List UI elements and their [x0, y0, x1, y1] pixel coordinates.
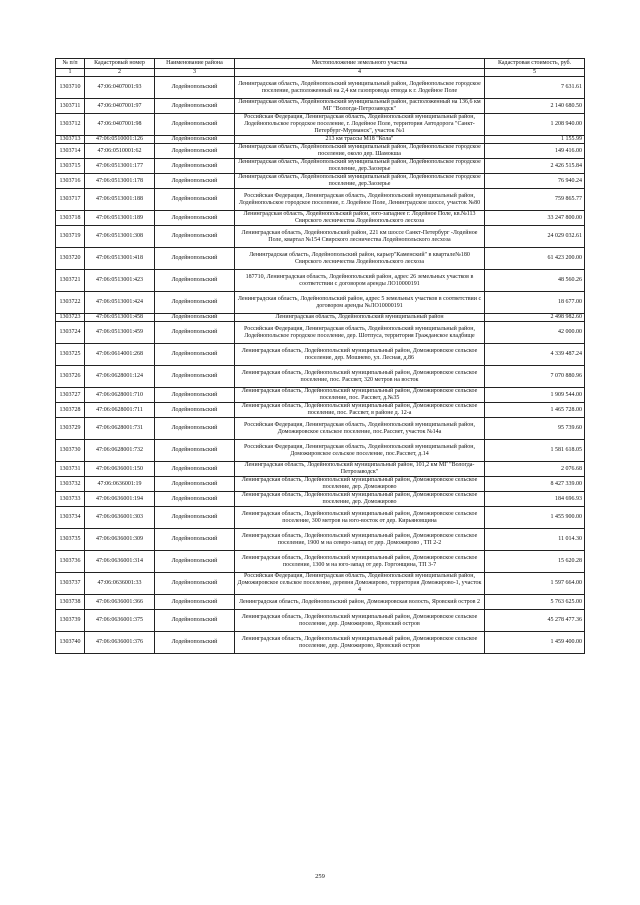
cadastral-number: 47:06:0614001:268	[85, 344, 155, 366]
district-name: Лодейнопольский	[155, 610, 235, 632]
district-name: Лодейнопольский	[155, 99, 235, 114]
row-number: 1303735	[56, 529, 85, 551]
location: Ленинградская область, Лодейнопольский муниципальный район	[235, 314, 485, 322]
row-number: 1303712	[56, 114, 85, 136]
row-number: 1303724	[56, 322, 85, 344]
table-row	[56, 388, 585, 403]
location: Ленинградская область, Лодейнопольский муниципальный район, расположенный на 136,6 км МГ "Вологда-Петрозаводск"	[235, 99, 485, 114]
header-row	[56, 59, 585, 69]
location: Ленинградская область, Лодейнопольский район, адрес 5 земельных участков в соответствии с договором аренды №ЛО10000191	[235, 292, 485, 314]
district-name: Лодейнопольский	[155, 529, 235, 551]
table-row	[56, 314, 585, 322]
table-row	[56, 136, 585, 144]
location: Ленинградская область, Лодейнопольский муниципальный район, Доможировское сельское поселение, дер. Доможирово	[235, 477, 485, 492]
row-number: 1303710	[56, 77, 85, 99]
row-number: 1303732	[56, 477, 85, 492]
cadastral-value: 184 696.93	[485, 492, 585, 507]
table-row	[56, 492, 585, 507]
row-number: 1303733	[56, 492, 85, 507]
location: Ленинградская область, Лодейнопольский район, карьер"Каменский" в квартале№180 Свирского лесничества Лодейнопольского лесхоза	[235, 248, 485, 270]
location: 213 км трассы М18 "Кола"	[235, 136, 485, 144]
table-row	[56, 507, 585, 529]
cadastral-value: 2 426 515.84	[485, 159, 585, 174]
page-number: 259	[315, 873, 325, 880]
cadastral-number: 47:06:0636001:303	[85, 507, 155, 529]
table-row	[56, 322, 585, 344]
table-row	[56, 270, 585, 292]
row-number: 1303729	[56, 418, 85, 440]
row-number: 1303730	[56, 440, 85, 462]
cadastral-number: 47:06:0513001:458	[85, 314, 155, 322]
district-name: Лодейнопольский	[155, 440, 235, 462]
cadastral-value: 42 000.00	[485, 322, 585, 344]
cadastral-number: 47:06:0510001:62	[85, 144, 155, 159]
location: Ленинградская область, Лодейнопольский муниципальный район, Доможировское сельское поселение, 300 метров на юго-восток от дер. Кирьяновщина	[235, 507, 485, 529]
table-row	[56, 418, 585, 440]
cadastral-value: 15 620.28	[485, 551, 585, 573]
cadastral-value: 1 581 618.05	[485, 440, 585, 462]
table-row	[56, 211, 585, 226]
row-number: 1303736	[56, 551, 85, 573]
location: Ленинградская область, Лодейнопольский муниципальный район, Лодейнопольское городское поселение, расположенный на 2,4 км газопровода отвода к г. Лодейное Поле	[235, 77, 485, 99]
district-name: Лодейнопольский	[155, 114, 235, 136]
district-name: Лодейнопольский	[155, 507, 235, 529]
row-number: 1303739	[56, 610, 85, 632]
cadastral-value: 7 070 880.96	[485, 366, 585, 388]
cadastral-value: 61 423 200.00	[485, 248, 585, 270]
cadastral-value-table	[55, 58, 585, 654]
header-cadastral-value: Кадастровая стоимость, руб.	[485, 59, 585, 69]
location: Ленинградская область, Лодейнопольский муниципальный район, Лодейнопольское городское поселение, дер.Заозерье	[235, 159, 485, 174]
district-name: Лодейнопольский	[155, 136, 235, 144]
cadastral-value: 48 560.26	[485, 270, 585, 292]
cadastral-value: 4 339 487.24	[485, 344, 585, 366]
cadastral-number: 47:06:0513001:459	[85, 322, 155, 344]
row-number: 1303717	[56, 189, 85, 211]
cadastral-number: 47:06:0513001:308	[85, 226, 155, 248]
location: Ленинградская область, Лодейнопольский муниципальный район, Доможировское сельское поселение, 1300 м на юго-запад от дер. Горгонщина, ТП 3-7	[235, 551, 485, 573]
cadastral-number: 47:06:0513001:423	[85, 270, 155, 292]
cadastral-number: 47:06:0628001:732	[85, 440, 155, 462]
cadastral-number: 47:06:0628001:711	[85, 403, 155, 418]
cadastral-number: 47:06:0628001:731	[85, 418, 155, 440]
location: Ленинградская область, Лодейнопольский муниципальный район, Доможировское сельское поселение, дер. Доможирово, Яровский остров	[235, 632, 485, 654]
location: Ленинградская область, Лодейнопольский район, юго-западнее г. Лодейное Поле, кв.№113 Свирского лесничества Лодейнопольского лесхоза	[235, 211, 485, 226]
cadastral-number: 47:06:0510001:126	[85, 136, 155, 144]
row-number: 1303726	[56, 366, 85, 388]
table-row	[56, 595, 585, 610]
district-name: Лодейнопольский	[155, 388, 235, 403]
location: 187710, Ленинградская область, Лодейнопольский район, адрес 26 земельных участков в соответствии с договором аренды ЛО10000191	[235, 270, 485, 292]
cadastral-value: 76 940.24	[485, 174, 585, 189]
table-row	[56, 159, 585, 174]
cadastral-value: 1 455 900.00	[485, 507, 585, 529]
location: Ленинградская область, Лодейнопольский муниципальный район, 101,2 км МГ "Вологда-Петрозаводск"	[235, 462, 485, 477]
location: Российская Федерация, Ленинградская область, Лодейнопольский муниципальный район, Доможировское сельское поселение, деревня Доможирово, территория Доможирово-1, участок 4	[235, 573, 485, 595]
table-row	[56, 440, 585, 462]
row-number: 1303740	[56, 632, 85, 654]
cadastral-value: 1 465 728.00	[485, 403, 585, 418]
cadastral-value: 2 076.68	[485, 462, 585, 477]
district-name: Лодейнопольский	[155, 174, 235, 189]
cadastral-number: 47:06:0407001:98	[85, 114, 155, 136]
district-name: Лодейнопольский	[155, 211, 235, 226]
location: Ленинградская область, Лодейнопольский муниципальный район, Доможировское сельское поселение, дер. Доможирово, Яровский остров	[235, 610, 485, 632]
table-row	[56, 77, 585, 99]
district-name: Лодейнопольский	[155, 189, 235, 211]
district-name: Лодейнопольский	[155, 573, 235, 595]
district-name: Лодейнопольский	[155, 492, 235, 507]
cadastral-number: 47:06:0513001:424	[85, 292, 155, 314]
cadastral-number: 47:06:0636001:33	[85, 573, 155, 595]
cadastral-value: 11 014.30	[485, 529, 585, 551]
district-name: Лодейнопольский	[155, 595, 235, 610]
district-name: Лодейнопольский	[155, 77, 235, 99]
district-name: Лодейнопольский	[155, 248, 235, 270]
column-number: 4	[235, 69, 485, 77]
location: Ленинградская область, Лодейнопольский муниципальный район, Доможировское сельское поселение, пос. Рассвет, 320 метров на восток	[235, 366, 485, 388]
district-name: Лодейнопольский	[155, 418, 235, 440]
cadastral-value: 1 155.99	[485, 136, 585, 144]
row-number: 1303720	[56, 248, 85, 270]
column-number: 1	[56, 69, 85, 77]
district-name: Лодейнопольский	[155, 551, 235, 573]
location: Ленинградская область, Лодейнопольский муниципальный район, Лодейнопольское городское поселение, дер.Заозерье	[235, 174, 485, 189]
column-number: 3	[155, 69, 235, 77]
location: Ленинградская область, Лодейнопольский муниципальный район, Доможировское сельское поселение, дер. Доможирово	[235, 492, 485, 507]
cadastral-number: 47:06:0628001:710	[85, 388, 155, 403]
district-name: Лодейнопольский	[155, 159, 235, 174]
cadastral-value: 33 247 800.00	[485, 211, 585, 226]
location: Ленинградская область, Лодейнопольский муниципальный район, Доможировское сельское поселение, 1900 м на северо-запад от дер. Доможирово , ТП 2-2	[235, 529, 485, 551]
cadastral-number: 47:06:0636001:194	[85, 492, 155, 507]
header-number: № п/п	[56, 59, 85, 69]
column-number: 5	[485, 69, 585, 77]
cadastral-value: 8 427 339.00	[485, 477, 585, 492]
cadastral-number: 47:06:0513001:177	[85, 159, 155, 174]
header-cadastral-number: Кадастровый номер	[85, 59, 155, 69]
table-row	[56, 477, 585, 492]
table-row	[56, 144, 585, 159]
cadastral-number: 47:06:0628001:124	[85, 366, 155, 388]
location: Российская Федерация, Ленинградская область, Лодейнопольский муниципальный район, Доможировское сельское поселение, пос.Рассвет, д.14	[235, 440, 485, 462]
cadastral-value: 1 597 664.00	[485, 573, 585, 595]
table-body	[56, 77, 585, 654]
header-location: Местоположение земельного участка	[235, 59, 485, 69]
table-row	[56, 114, 585, 136]
cadastral-value: 45 278 477.36	[485, 610, 585, 632]
cadastral-number: 47:06:0513001:189	[85, 211, 155, 226]
location: Ленинградская область, Лодейнопольский район, 221 км шоссе Санкт-Петербург -Лодейное Поле, квартал №154 Свирского лесничества Лодейнопольского лесхоза	[235, 226, 485, 248]
row-number: 1303719	[56, 226, 85, 248]
table-row	[56, 632, 585, 654]
cadastral-number: 47:06:0636001:366	[85, 595, 155, 610]
table-row	[56, 551, 585, 573]
cadastral-number: 47:06:0513001:178	[85, 174, 155, 189]
cadastral-value: 18 677.00	[485, 292, 585, 314]
cadastral-value: 1 208 940.00	[485, 114, 585, 136]
cadastral-number: 47:06:0407001:97	[85, 99, 155, 114]
location: Ленинградская область, Лодейнопольский муниципальный район, Лодейнопольское городское поселение, около дер. Шамокша	[235, 144, 485, 159]
cadastral-value: 24 029 032.61	[485, 226, 585, 248]
table-row	[56, 366, 585, 388]
district-name: Лодейнопольский	[155, 270, 235, 292]
table-row	[56, 403, 585, 418]
district-name: Лодейнопольский	[155, 403, 235, 418]
table-row	[56, 462, 585, 477]
table-row	[56, 529, 585, 551]
cadastral-number: 47:06:0407001:93	[85, 77, 155, 99]
district-name: Лодейнопольский	[155, 144, 235, 159]
row-number: 1303723	[56, 314, 85, 322]
row-number: 1303713	[56, 136, 85, 144]
cadastral-number: 47:06:0636001:19	[85, 477, 155, 492]
district-name: Лодейнопольский	[155, 462, 235, 477]
cadastral-value: 759 865.77	[485, 189, 585, 211]
district-name: Лодейнопольский	[155, 314, 235, 322]
district-name: Лодейнопольский	[155, 632, 235, 654]
row-number: 1303734	[56, 507, 85, 529]
district-name: Лодейнопольский	[155, 477, 235, 492]
row-number: 1303727	[56, 388, 85, 403]
cadastral-value: 7 631.61	[485, 77, 585, 99]
cadastral-value: 1 909 544.00	[485, 388, 585, 403]
row-number: 1303714	[56, 144, 85, 159]
header-district: Наименование района	[155, 59, 235, 69]
location: Российская Федерация, Ленинградская область, Лодейнопольский муниципальный район, Лодейнопольское городское поселение, дер. Шотпуса, территория Гражданское кладбище	[235, 322, 485, 344]
table-row	[56, 573, 585, 595]
district-name: Лодейнопольский	[155, 292, 235, 314]
table-row	[56, 174, 585, 189]
row-number: 1303738	[56, 595, 85, 610]
location: Российская Федерация, Ленинградская область, Лодейнопольский муниципальный район, Лодейнопольское городское поселение, г. Лодейное Поле, Ленинградское шоссе, участок №80	[235, 189, 485, 211]
table-row	[56, 189, 585, 211]
cadastral-value: 1 459 400.00	[485, 632, 585, 654]
row-number: 1303728	[56, 403, 85, 418]
row-number: 1303711	[56, 99, 85, 114]
location: Ленинградская область, Лодейнопольский муниципальный район, Доможировское сельское поселение, пос. Рассвет, д.№35	[235, 388, 485, 403]
cadastral-value: 2 140 680.50	[485, 99, 585, 114]
location: Российская Федерация, Ленинградская область, Лодейнопольский муниципальный район, Доможировское сельское поселение, пос.Рассвет, участок №14а	[235, 418, 485, 440]
location: Российская Федерация, Ленинградская область, Лодейнопольский муниципальный район, Лодейнопольское городское поселение, г. Лодейное Поле, территория Автодорога "Санкт-Петербург-Мурманск", участок №1	[235, 114, 485, 136]
cadastral-number: 47:06:0636001:375	[85, 610, 155, 632]
row-number: 1303737	[56, 573, 85, 595]
cadastral-value: 5 763 625.00	[485, 595, 585, 610]
row-number: 1303716	[56, 174, 85, 189]
cadastral-number: 47:06:0636001:376	[85, 632, 155, 654]
row-number: 1303715	[56, 159, 85, 174]
cadastral-number: 47:06:0636001:309	[85, 529, 155, 551]
location: Ленинградская область, Лодейнопольский муниципальный район, Доможировское сельское поселение, пос. Рассвет, в районе д. 12-а	[235, 403, 485, 418]
cadastral-value: 2 498 982.60	[485, 314, 585, 322]
district-name: Лодейнопольский	[155, 226, 235, 248]
location: Ленинградская область, Лодейнопольский муниципальный район, Доможировское сельское поселение, дер. Мошнево, ул. Лесная, д.86	[235, 344, 485, 366]
district-name: Лодейнопольский	[155, 366, 235, 388]
table-row	[56, 226, 585, 248]
table-row	[56, 344, 585, 366]
row-number: 1303721	[56, 270, 85, 292]
table-row	[56, 610, 585, 632]
cadastral-value: 95 739.60	[485, 418, 585, 440]
row-number: 1303731	[56, 462, 85, 477]
row-number: 1303722	[56, 292, 85, 314]
column-number: 2	[85, 69, 155, 77]
table-row	[56, 99, 585, 114]
column-number-row	[56, 69, 585, 77]
location: Ленинградская область, Лодейнопольский район, Доможировская волость, Яровский остров 2	[235, 595, 485, 610]
row-number: 1303718	[56, 211, 85, 226]
cadastral-number: 47:06:0513001:418	[85, 248, 155, 270]
district-name: Лодейнопольский	[155, 344, 235, 366]
table-row	[56, 292, 585, 314]
row-number: 1303725	[56, 344, 85, 366]
district-name: Лодейнопольский	[155, 322, 235, 344]
cadastral-number: 47:06:0513001:188	[85, 189, 155, 211]
cadastral-number: 47:06:0636001:150	[85, 462, 155, 477]
cadastral-value: 149 416.00	[485, 144, 585, 159]
table-row	[56, 248, 585, 270]
cadastral-number: 47:06:0636001:314	[85, 551, 155, 573]
